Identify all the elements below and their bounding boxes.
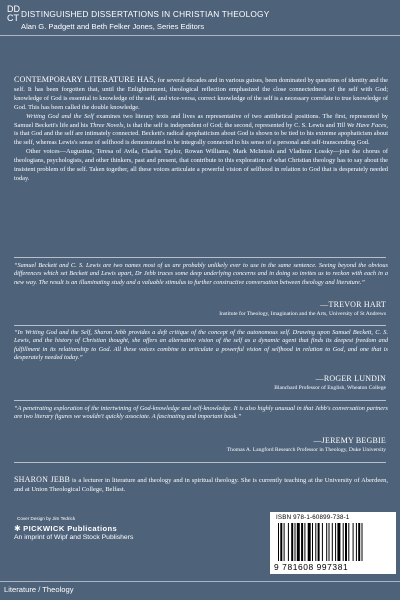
barcode-bar — [301, 523, 303, 561]
description-text-2b: , is that the self is independent of God; the second, represented by C. S. Lewis and — [123, 121, 337, 129]
barcode-bar — [329, 523, 330, 561]
barcode-bar — [304, 523, 305, 561]
description-text-1: for several decades and in various guises, been dominated by questions of identity and the self. It has been forgotten that, until the Enlightenment, theological reflection emphasized the close connectedness of the self with God; knowledge of God is essential to knowledge of the self, and vice-versa, correct knowledge of the self is a necessary correlate to true knowledge of God. This has been called the double knowledge. — [14, 77, 388, 111]
barcode-bar — [358, 523, 360, 561]
barcode-panel — [270, 512, 396, 574]
barcode-bar — [345, 523, 347, 561]
barcode-bar — [295, 523, 296, 561]
endorsement-2-name: —ROGER LUNDIN — [315, 374, 386, 383]
endorsement-1-name: —TREVOR HART — [320, 300, 386, 309]
author-name: SHARON JEBB — [14, 475, 71, 484]
barcode-bar — [280, 523, 282, 561]
till-we-have-faces-ref: Till We Have Faces — [336, 121, 387, 129]
endorsement-3-title: Thomas A. Langford Research Professor in Theology, Duke University — [226, 447, 386, 453]
book-title-ref: Writing God and the Self — [26, 112, 94, 120]
subject-category: Literature / Theology — [4, 585, 74, 594]
description-paragraph-1 — [14, 76, 388, 113]
publisher-logo-icon: ✱ — [14, 524, 22, 533]
barcode-bar — [343, 523, 344, 561]
publisher-imprint: An imprint of Wipf and Stock Publishers — [14, 534, 134, 541]
divider-1 — [14, 257, 386, 258]
barcode-bar — [288, 523, 289, 561]
divider-3 — [14, 400, 386, 401]
bottom-rule — [0, 581, 400, 582]
barcode-bar — [332, 523, 333, 561]
author-bio-text: is a lecturer in literature and theology and in spiritual theology. She is currently teaching at the University of Aberdeen, and at Union Theological College, Belfast. — [14, 477, 388, 493]
author-bio — [14, 476, 388, 495]
barcode-bar — [315, 523, 316, 561]
divider-2 — [14, 325, 386, 326]
publisher-name: PICKWICK Publications — [23, 524, 118, 533]
description-paragraph-2 — [14, 113, 388, 149]
isbn-label: ISBN 978-1-60899-738-1 — [276, 514, 350, 521]
series-header — [0, 0, 400, 44]
three-novels-ref: Three Novels — [89, 121, 124, 129]
barcode-bar — [318, 523, 320, 561]
barcode-bar — [362, 523, 363, 561]
endorsement-2-title: Blanchard Professor of English, Wheaton College — [274, 385, 386, 391]
barcode-bar — [312, 523, 313, 561]
description-text-2c: , is that God and the self are intimately connected. Beckett's radical apophaticism about God is shown to be tied to his extreme apophaticism about the self, whereas Lewis's sense of selfhood is demonstrated to be integrally connected to his sense of a personal and self-transcending God. — [14, 121, 388, 147]
series-logo — [7, 5, 21, 35]
description-text-2a: examines two literary texts and lives as representative of two antithetical positions. The first, represented by Samuel Beckett's life and his — [14, 112, 388, 129]
barcode-icon — [276, 523, 390, 561]
barcode-digits: 9 781608 997381 — [274, 562, 349, 572]
barcode-bar — [335, 523, 336, 561]
publisher-block — [14, 524, 184, 554]
barcode-bar — [284, 523, 285, 561]
endorsement-1-quote: “Samuel Beckett and C. S. Lewis are two names most of us are probably unlikely ever to use in the same sentence. Seeing beyond the obvious differences which set Beckett and Lewis apart, Dr Jebb traces some deep underlying concerns and in doing so invites us to reckon with each in a new way. The result is an illuminating study and a valuable stimulus to further constructive conversation between theology and literature.” — [14, 262, 388, 286]
barcode-bar — [322, 523, 323, 561]
divider-4 — [14, 462, 386, 463]
header-rule — [0, 35, 400, 36]
barcode-bar — [297, 523, 300, 561]
barcode-bar — [348, 523, 349, 561]
cover-design-credit: Cover Design by Jim Tedrick — [17, 516, 76, 521]
barcode-bar — [326, 523, 327, 561]
description-lead: CONTEMPORARY LITERATURE HAS, — [14, 75, 156, 84]
barcode-bar — [337, 523, 340, 561]
endorsement-3-name: —JEREMY BEGBIE — [313, 436, 386, 445]
description-paragraph-3: Other voices—Augustine, Teresa of Avila, Charles Taylor, Rowan Williams, Mark McIntosh and Vladimir Lossky—join the chorus of theologians, psychologists, and other thinkers, past and present, that contribute to this exploration of what Christian theology has to say about the insistent problem of the self. Taken together, all these voices articulate a powerful vision of selfhood in relation to God that is desperately needed today. — [14, 148, 388, 182]
barcode-bar — [278, 523, 279, 561]
series-title: DISTINGUISHED DISSERTATIONS IN CHRISTIAN THEOLOGY — [21, 9, 270, 19]
book-description — [14, 76, 388, 184]
barcode-bar — [308, 523, 311, 561]
endorsement-2-quote: “In Writing God and the Self, Sharon Jebb provides a deft critique of the concept of the autonomous self. Drawing upon Samuel Beckett, C. S. Lewis, and the history of Christian thought, she offers an alternative vision of the self as a dynamic agent that finds its deepest freedom and fulfillment in its relationship to God. All these voices combine to articulate a powerful vision of selfhood in relation to God, and one that is desperately needed today.” — [14, 329, 388, 362]
series-editors: Alan G. Padgett and Beth Felker Jones, Series Editors — [21, 22, 205, 31]
barcode-bar — [356, 523, 357, 561]
publisher-name-row — [14, 524, 184, 533]
endorsement-1-title: Institute for Theology, Imagination and the Arts, University of St Andrews — [219, 311, 386, 317]
logo-top: DD — [7, 4, 20, 14]
endorsement-3-quote: “A penetrating exploration of the intertwining of God-knowledge and self-knowledge. It is also highly unusual in that Jebb's conversation partners are two literary figures we wouldn't quickly associate. A fascinating and important book.” — [14, 405, 388, 421]
barcode-bar — [291, 523, 293, 561]
logo-bottom: CT — [7, 13, 19, 23]
barcode-bar — [353, 523, 354, 561]
